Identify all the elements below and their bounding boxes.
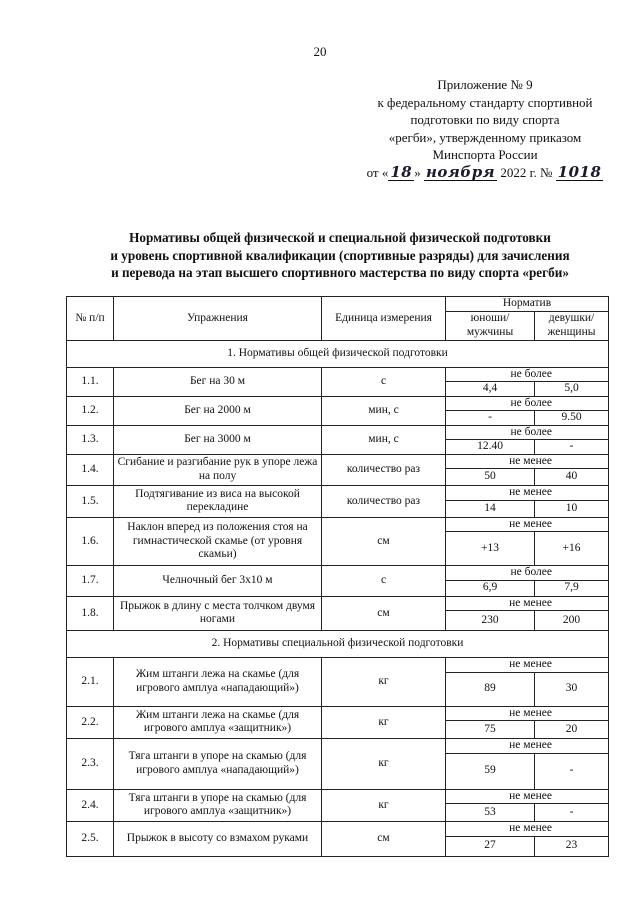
female-norm-value: +16 xyxy=(535,532,609,566)
male-norm-value: +13 xyxy=(446,532,535,566)
female-norm-value: 10 xyxy=(535,500,609,517)
male-norm-value: 89 xyxy=(446,672,535,706)
table-row xyxy=(67,367,609,382)
table-row xyxy=(67,517,609,532)
exercise-name: Жим штанги лежа на скамье (для игрового амплуа «защитник») xyxy=(114,706,322,739)
female-norm-value: 20 xyxy=(535,721,609,739)
appendix-line: Приложение № 9 xyxy=(437,77,533,92)
exercise-name: Прыжок в длину с места толчком двумя ногами xyxy=(114,596,322,631)
norm-condition: не более xyxy=(446,566,609,581)
appendix-line: Минспорта России xyxy=(432,147,538,162)
table-row xyxy=(67,566,609,581)
header-exercise: Упражнения xyxy=(114,297,322,341)
unit-of-measure: количество раз xyxy=(322,454,446,486)
unit-of-measure: см xyxy=(322,517,446,566)
male-norm-value: 27 xyxy=(446,836,535,856)
male-norm-value: - xyxy=(446,411,535,426)
unit-of-measure: количество раз xyxy=(322,486,446,518)
exercise-name: Подтягивание из виса на высокой перекладине xyxy=(114,486,322,518)
female-norm-value: 40 xyxy=(535,469,609,486)
exercise-name: Наклон вперед из положения стоя на гимнастической скамье (от уровня скамьи) xyxy=(114,517,322,566)
unit-of-measure: кг xyxy=(322,739,446,790)
exercise-name: Бег на 3000 м xyxy=(114,425,322,454)
male-norm-value: 59 xyxy=(446,753,535,789)
female-norm-value: 5,0 xyxy=(535,382,609,397)
male-norm-value: 50 xyxy=(446,469,535,486)
row-number: 1.7. xyxy=(67,566,114,597)
unit-of-measure: кг xyxy=(322,789,446,822)
exercise-name: Сгибание и разгибание рук в упоре лежа на полу xyxy=(114,454,322,486)
title-line: и уровень спортивной квалификации (спортивные разряды) для зачисления xyxy=(110,247,570,263)
exercise-name: Бег на 30 м xyxy=(114,367,322,396)
female-norm-value: 23 xyxy=(535,836,609,856)
norm-condition: не менее xyxy=(446,486,609,501)
norm-condition: не более xyxy=(446,425,609,440)
exercise-name: Тяга штанги в упоре на скамью (для игрового амплуа «нападающий») xyxy=(114,739,322,790)
date-mid: » xyxy=(414,164,421,180)
section-row xyxy=(67,631,609,658)
header-male: юноши/ мужчины xyxy=(446,311,535,340)
section-row xyxy=(67,340,609,367)
male-norm-value: 14 xyxy=(446,500,535,517)
row-number: 1.2. xyxy=(67,396,114,425)
row-number: 1.5. xyxy=(67,486,114,518)
exercise-name: Тяга штанги в упоре на скамью (для игрового амплуа «защитник») xyxy=(114,789,322,822)
title-line: Нормативы общей физической и специальной физической подготовки xyxy=(129,230,551,245)
order-date-line xyxy=(300,164,640,182)
appendix-block xyxy=(300,76,640,181)
appendix-line: «регби», утвержденному приказом xyxy=(388,129,582,145)
male-norm-value: 230 xyxy=(446,611,535,631)
male-norm-value: 6,9 xyxy=(446,580,535,596)
female-norm-value: - xyxy=(535,753,609,789)
norm-condition: не менее xyxy=(446,517,609,532)
header-female: девушки/ женщины xyxy=(535,311,609,340)
table-row xyxy=(67,486,609,501)
section-title: 2. Нормативы специальной физической подготовки xyxy=(67,631,609,658)
unit-of-measure: см xyxy=(322,822,446,857)
norms-table xyxy=(66,296,609,857)
row-number: 2.3. xyxy=(67,739,114,790)
female-norm-value: 9.50 xyxy=(535,411,609,426)
norm-condition: не менее xyxy=(446,739,609,754)
male-norm-value: 53 xyxy=(446,804,535,822)
male-norm-value: 75 xyxy=(446,721,535,739)
norm-condition: не менее xyxy=(446,706,609,721)
date-day-handwritten: 18 xyxy=(390,162,413,181)
exercise-name: Бег на 2000 м xyxy=(114,396,322,425)
page-number: 20 xyxy=(313,44,327,59)
table-header-row xyxy=(67,297,609,312)
row-number: 1.1. xyxy=(67,367,114,396)
row-number: 2.5. xyxy=(67,822,114,857)
header-norm: Норматив xyxy=(446,297,609,312)
row-number: 1.4. xyxy=(67,454,114,486)
table-row xyxy=(67,822,609,837)
table-row xyxy=(67,706,609,721)
norm-condition: не менее xyxy=(446,454,609,469)
female-norm-value: 200 xyxy=(535,611,609,631)
row-number: 2.2. xyxy=(67,706,114,739)
exercise-name: Прыжок в высоту со взмахом руками xyxy=(114,822,322,857)
row-number: 1.3. xyxy=(67,425,114,454)
unit-of-measure: мин, с xyxy=(322,396,446,425)
table-row xyxy=(67,596,609,611)
female-norm-value: 30 xyxy=(535,672,609,706)
male-norm-value: 4,4 xyxy=(446,382,535,397)
title-line: и перевода на этап высшего спортивного мастерства по виду спорта «регби» xyxy=(111,265,569,280)
female-norm-value: - xyxy=(535,440,609,455)
header-unit: Единица измерения xyxy=(322,297,446,341)
norm-condition: не менее xyxy=(446,822,609,837)
norm-condition: не менее xyxy=(446,658,609,673)
male-norm-value: 12.40 xyxy=(446,440,535,455)
header-num: № п/п xyxy=(67,297,114,341)
table-row xyxy=(67,454,609,469)
section-title: 1. Нормативы общей физической подготовки xyxy=(67,340,609,367)
row-number: 1.6. xyxy=(67,517,114,566)
table-row xyxy=(67,396,609,411)
row-number: 2.1. xyxy=(67,658,114,707)
appendix-line: к федеральному стандарту спортивной xyxy=(377,94,593,110)
female-norm-value: - xyxy=(535,804,609,822)
unit-of-measure: с xyxy=(322,566,446,597)
exercise-name: Жим штанги лежа на скамье (для игрового амплуа «нападающий») xyxy=(114,658,322,707)
row-number: 1.8. xyxy=(67,596,114,631)
date-year: 2022 г. № xyxy=(500,164,553,180)
unit-of-measure: мин, с xyxy=(322,425,446,454)
table-row xyxy=(67,658,609,673)
unit-of-measure: см xyxy=(322,596,446,631)
table-row xyxy=(67,789,609,804)
female-norm-value: 7,9 xyxy=(535,580,609,596)
norm-condition: не менее xyxy=(446,789,609,804)
document-title xyxy=(60,229,620,282)
exercise-name: Челночный бег 3x10 м xyxy=(114,566,322,597)
order-number-handwritten: 1018 xyxy=(557,162,602,181)
appendix-line: подготовки по виду спорта xyxy=(410,112,560,127)
norm-condition: не более xyxy=(446,367,609,382)
date-prefix: от « xyxy=(366,164,389,180)
unit-of-measure: кг xyxy=(322,706,446,739)
unit-of-measure: с xyxy=(322,367,446,396)
norm-condition: не менее xyxy=(446,596,609,611)
table-row xyxy=(67,739,609,754)
unit-of-measure: кг xyxy=(322,658,446,707)
table-row xyxy=(67,425,609,440)
date-month-handwritten: ноября xyxy=(425,162,496,181)
row-number: 2.4. xyxy=(67,789,114,822)
norm-condition: не более xyxy=(446,396,609,411)
